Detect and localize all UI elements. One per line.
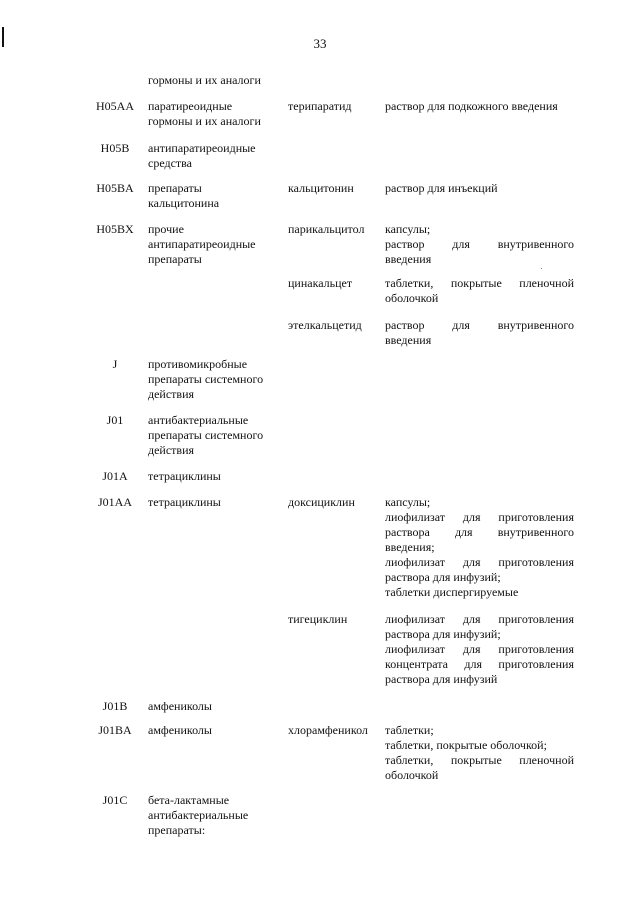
dosage-form: таблетки, покрытые пленочной оболочкой: [385, 276, 574, 305]
drug-name: терипаратид: [288, 99, 352, 113]
dosage-form: лиофилизат для приготовления раствора для инфузий; лиофилизат для приготовления концентрата для приготовления раствора для инфузий: [385, 612, 574, 686]
group-name: амфениколы: [148, 699, 212, 713]
atc-code: J01A: [102, 469, 128, 483]
atc-code: J: [112, 357, 118, 371]
page-number: 33: [313, 36, 327, 51]
atc-code: J01AA: [97, 495, 132, 509]
atc-code: J01B: [102, 699, 128, 713]
atc-code: H05BX: [96, 222, 134, 236]
drug-name: этелкальцетид: [288, 318, 362, 332]
atc-code: J01: [106, 413, 124, 427]
dosage-form: капсулы; раствор для внутривенного введения: [385, 222, 574, 266]
group-name: противомикробные препараты системного действия: [148, 357, 264, 401]
group-name: гормоны и их аналоги: [148, 73, 261, 87]
drug-name: цинакальцет: [288, 276, 353, 290]
group-name: препараты кальцитонина: [148, 181, 220, 210]
group-name: антибактериальные препараты системного действия: [148, 413, 264, 457]
dosage-form: таблетки; таблетки, покрытые оболочкой; таблетки, покрытые пленочной оболочкой: [385, 723, 574, 782]
drug-name: кальцитонин: [288, 181, 354, 195]
drug-name: тигециклин: [288, 612, 348, 626]
atc-code: H05AA: [96, 99, 134, 113]
drug-name: доксициклин: [288, 495, 355, 509]
group-name: прочие антипаратиреоидные препараты: [148, 222, 256, 266]
group-name: антипаратиреоидные средства: [148, 141, 256, 170]
drug-name: хлорамфеникол: [288, 723, 368, 737]
atc-code: J01BA: [98, 723, 132, 737]
dosage-form: раствор для внутривенного введения: [385, 318, 574, 347]
group-name: паратиреоидные гормоны и их аналоги: [148, 99, 261, 128]
group-name: тетрациклины: [148, 495, 221, 509]
dosage-form: раствор для подкожного введения: [385, 99, 558, 113]
dosage-form: раствор для инъекций: [385, 181, 498, 195]
scan-speck: [541, 268, 542, 269]
atc-code: J01C: [102, 793, 128, 807]
group-name: тетрациклины: [148, 469, 221, 483]
atc-code: H05BA: [96, 181, 134, 195]
group-name: бета-лактамные антибактериальные препараты:: [148, 793, 249, 837]
group-name: амфениколы: [148, 723, 212, 737]
dosage-form: капсулы; лиофилизат для приготовления раствора для внутривенного введения; лиофилизат для приготовления раствора для инфузий; таблетки диспергируемые: [385, 495, 574, 599]
atc-code: H05B: [100, 141, 130, 155]
drug-name: парикальцитол: [288, 222, 365, 236]
